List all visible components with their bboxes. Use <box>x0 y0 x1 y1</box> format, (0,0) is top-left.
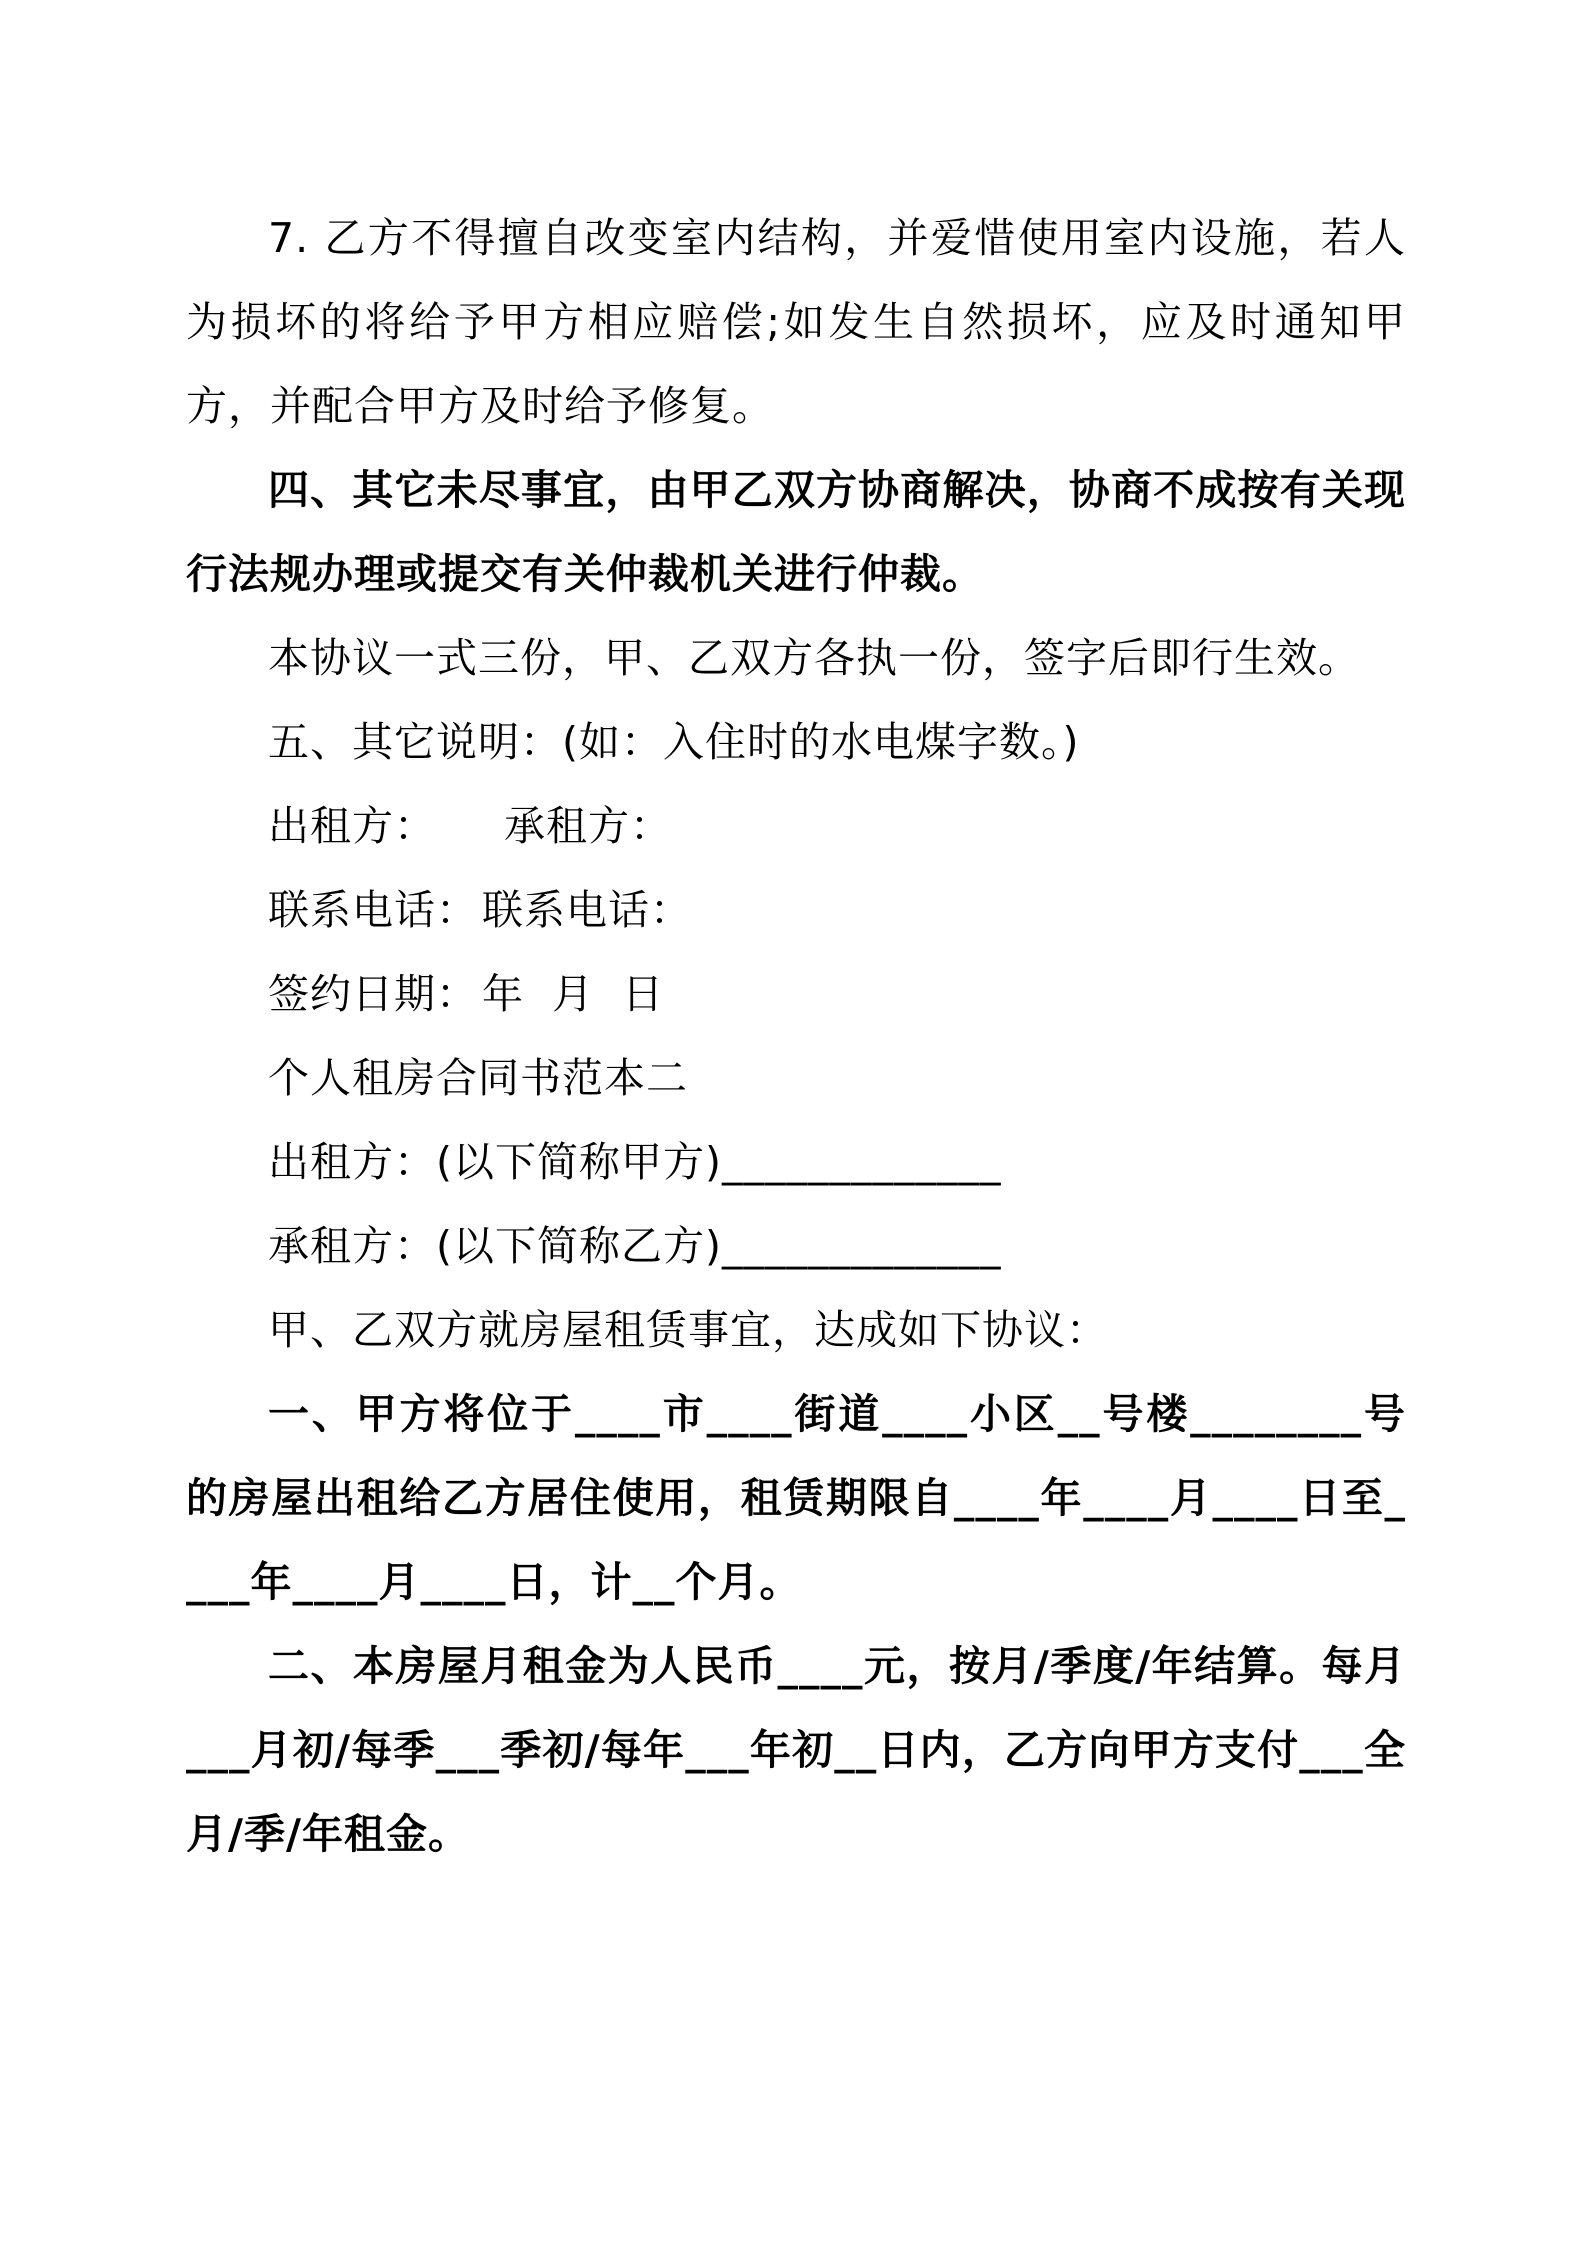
lessor-label: 出租方： <box>268 802 436 850</box>
paragraph-copies: 本协议一式三份，甲、乙双方各执一份，签字后即行生效。 <box>268 634 1360 682</box>
paragraph-section-2-rent: 二、本房屋月租金为人民币____元，按月/季度/年结算。每月___月初/每季___季初/每年___年初__日内，乙方向甲方支付___全月/季/年租金。 <box>186 1642 1406 1858</box>
sign-date-label: 签约日期： <box>268 970 478 1018</box>
agreement-intro: 甲、乙双方就房屋租赁事宜，达成如下协议： <box>268 1306 1108 1354</box>
signature-parties-line <box>186 784 1406 868</box>
lessee-phone-label: 联系电话： <box>482 886 692 934</box>
lessee-party-line: 承租方：(以下简称乙方)_____________ <box>268 1222 1002 1270</box>
paragraph-section-4: 四、其它未尽事宜，由甲乙双方协商解决，协商不成按有关现行法规办理或提交有关仲裁机关进行仲裁。 <box>186 466 1406 598</box>
paragraph-section-1-property: 一、甲方将位于____市____街道____小区__号楼________号的房屋出租给乙方居住使用，租赁期限自____年____月____日至____年____月____日，计__个月。 <box>186 1390 1406 1606</box>
lessor-party-line: 出租方：(以下简称甲方)_____________ <box>268 1138 1002 1186</box>
contract-template-2-title: 个人租房合同书范本二 <box>268 1054 688 1102</box>
paragraph-section-5: 五、其它说明：(如：入住时的水电煤字数。) <box>268 718 1080 766</box>
phone-line <box>186 868 1406 952</box>
lessor-phone-label: 联系电话： <box>268 886 478 934</box>
document-body <box>186 196 1406 1876</box>
sign-date-value: 年 月 日 <box>482 970 665 1018</box>
lessee-label: 承租方： <box>504 802 672 850</box>
sign-date-line <box>186 952 1406 1036</box>
paragraph-clause-7: 7. 乙方不得擅自改变室内结构，并爱惜使用室内设施，若人为损坏的将给予甲方相应赔偿;如发生自然损坏，应及时通知甲方，并配合甲方及时给予修复。 <box>186 214 1406 430</box>
